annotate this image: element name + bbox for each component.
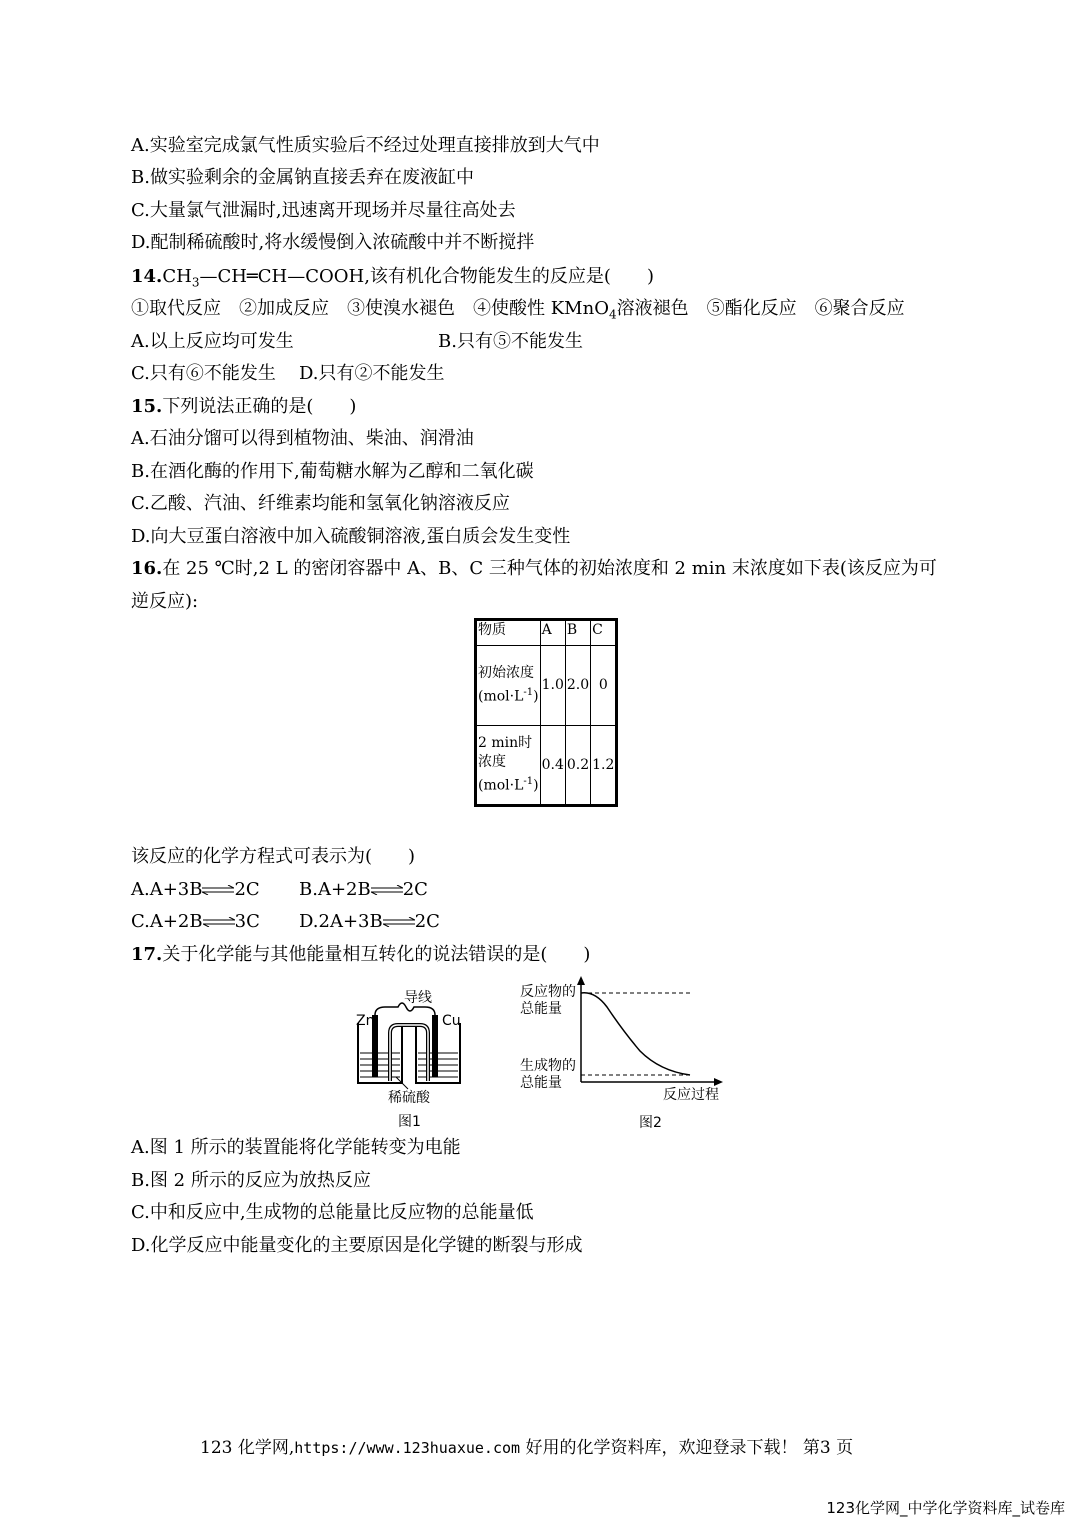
- q17-stem: [131, 943, 590, 967]
- zn-electrode-label: Zn: [356, 1013, 375, 1029]
- q17-number: 17.: [131, 944, 163, 965]
- q14-sub-4: 4: [608, 307, 617, 322]
- q13-option-d: D.配制稀硫酸时,将水缓慢倒入浓硫酸中并不断搅拌: [131, 232, 535, 253]
- q15-option-a: A.石油分馏可以得到植物油、柴油、润滑油: [131, 428, 474, 449]
- table-row-label: [476, 726, 541, 806]
- q16-stem-line1: [131, 557, 937, 581]
- row-label-text: 初始浓度: [478, 665, 534, 682]
- product-energy-label-b: 总能量: [520, 1075, 562, 1091]
- equilibrium-arrow-icon: [371, 878, 403, 902]
- q16-option-d: [299, 910, 440, 934]
- option-lhs: D.2A+3B: [299, 911, 383, 932]
- watermark-text: 123化学网_中学化学资料库_试卷库: [826, 1499, 1065, 1517]
- option-rhs: 2C: [402, 879, 428, 900]
- equilibrium-arrow-icon: [383, 910, 415, 934]
- table-header-cell: B: [565, 620, 590, 646]
- table-cell: 0: [591, 646, 617, 726]
- q13-option-b: B.做实验剩余的金属钠直接丢弃在废液缸中: [131, 167, 474, 188]
- q16-number: 16.: [131, 558, 163, 579]
- q14-option-b: B.只有⑤不能发生: [438, 331, 583, 352]
- row-label-close: ): [533, 688, 539, 705]
- row-label-text: 2 min时浓度: [478, 735, 533, 771]
- table-cell: 1.0: [540, 646, 565, 726]
- equilibrium-arrow-icon: [202, 878, 234, 902]
- table-row: [476, 726, 617, 806]
- acid-label: 稀硫酸: [388, 1090, 430, 1106]
- table-row: [476, 620, 617, 646]
- table-cell: 2.0: [565, 646, 590, 726]
- option-rhs: 3C: [234, 911, 260, 932]
- option-lhs: B.A+2B: [299, 879, 371, 900]
- wire-label: 导线: [404, 990, 432, 1006]
- table-header-cell: A: [540, 620, 565, 646]
- q14-number: 14.: [131, 266, 163, 287]
- table-row: [476, 646, 617, 726]
- q16-option-a: [131, 878, 260, 902]
- q14-formula-b: —CH═CH—COOH,该有机化合物能发生的反应是( ): [199, 266, 654, 287]
- table-cell: 1.2: [591, 726, 617, 806]
- q14-sub-3: 3: [191, 275, 200, 290]
- table-header-cell: 物质: [476, 620, 541, 646]
- q16-option-c: [131, 910, 260, 934]
- q17-option-c: C.中和反应中,生成物的总能量比反应物的总能量低: [131, 1202, 534, 1223]
- footer-url-link[interactable]: https://www.123huaxue.com: [294, 1439, 521, 1457]
- x-axis-label: 反应过程: [663, 1087, 719, 1103]
- q14-formula-a: CH: [162, 266, 192, 287]
- table-row-label: [476, 646, 541, 726]
- figure-1-galvanic-cell: [350, 985, 470, 1130]
- q16-option-b: [299, 878, 428, 902]
- figure-2-caption: 图2: [639, 1115, 662, 1131]
- footer-site-name: 123 化学网,: [200, 1438, 295, 1458]
- equilibrium-arrow-icon: [203, 910, 235, 934]
- q14-option-d: D.只有②不能发生: [299, 363, 445, 384]
- table-header-cell: C: [591, 620, 617, 646]
- q14-stem: [131, 265, 654, 295]
- table-cell: 0.2: [565, 726, 590, 806]
- cu-electrode-label: Cu: [442, 1013, 461, 1029]
- q15-option-b: B.在酒化酶的作用下,葡萄糖水解为乙醇和二氧化碳: [131, 461, 534, 482]
- q16-text: 在 25 ℃时,2 L 的密闭容器中 A、B、C 三种气体的初始浓度和 2 min 末浓度如下表(该反应为可: [162, 558, 937, 579]
- concentration-table: [474, 618, 618, 807]
- table-cell: 0.4: [540, 726, 565, 806]
- q15-number: 15.: [131, 396, 163, 417]
- option-rhs: 2C: [234, 879, 260, 900]
- q15-option-c: C.乙酸、汽油、纤维素均能和氢氧化钠溶液反应: [131, 493, 510, 514]
- q15-option-d: D.向大豆蛋白溶液中加入硫酸铜溶液,蛋白质会发生变性: [131, 526, 571, 547]
- q16-stem-line2: 逆反应):: [131, 591, 199, 612]
- reactant-energy-label-a: 反应物的: [520, 984, 576, 1000]
- q14-reaction-list: [131, 297, 905, 327]
- q17-option-d: D.化学反应中能量变化的主要原因是化学键的断裂与形成: [131, 1235, 583, 1256]
- reactant-energy-label-b: 总能量: [520, 1001, 562, 1017]
- q17-option-b: B.图 2 所示的反应为放热反应: [131, 1170, 371, 1191]
- option-rhs: 2C: [414, 911, 440, 932]
- page-footer: [200, 1433, 853, 1458]
- q16-question: 该反应的化学方程式可表示为( ): [131, 846, 416, 867]
- q13-option-c: C.大量氯气泄漏时,迅速离开现场并尽量往高处去: [131, 200, 516, 221]
- q14-option-a: A.以上反应均可发生: [131, 331, 294, 352]
- row-label-exponent: -1: [523, 776, 534, 788]
- option-lhs: A.A+3B: [131, 879, 203, 900]
- option-lhs: C.A+2B: [131, 911, 203, 932]
- q17-text: 关于化学能与其他能量相互转化的说法错误的是( ): [162, 944, 591, 965]
- q15-text: 下列说法正确的是( ): [162, 396, 357, 417]
- row-label-close: ): [533, 777, 539, 794]
- q14-items-a: ①取代反应 ②加成反应 ③使溴水褪色 ④使酸性 KMnO: [131, 298, 609, 319]
- row-label-unit: (mol·L: [478, 777, 524, 794]
- q17-option-a: A.图 1 所示的装置能将化学能转变为电能: [131, 1137, 461, 1158]
- footer-slogan-page: 好用的化学资料库，欢迎登录下载！ 第3 页: [520, 1438, 854, 1458]
- q15-stem: [131, 395, 356, 419]
- q14-option-c: C.只有⑥不能发生: [131, 363, 276, 384]
- product-energy-label-a: 生成物的: [520, 1058, 576, 1074]
- figure-2-energy-diagram: [515, 975, 730, 1130]
- figure-1-caption: 图1: [398, 1114, 421, 1130]
- q13-option-a: A.实验室完成氯气性质实验后不经过处理直接排放到大气中: [131, 135, 600, 156]
- row-label-unit: (mol·L: [478, 688, 524, 705]
- row-label-exponent: -1: [523, 687, 534, 699]
- q14-items-b: 溶液褪色 ⑤酯化反应 ⑥聚合反应: [616, 298, 905, 319]
